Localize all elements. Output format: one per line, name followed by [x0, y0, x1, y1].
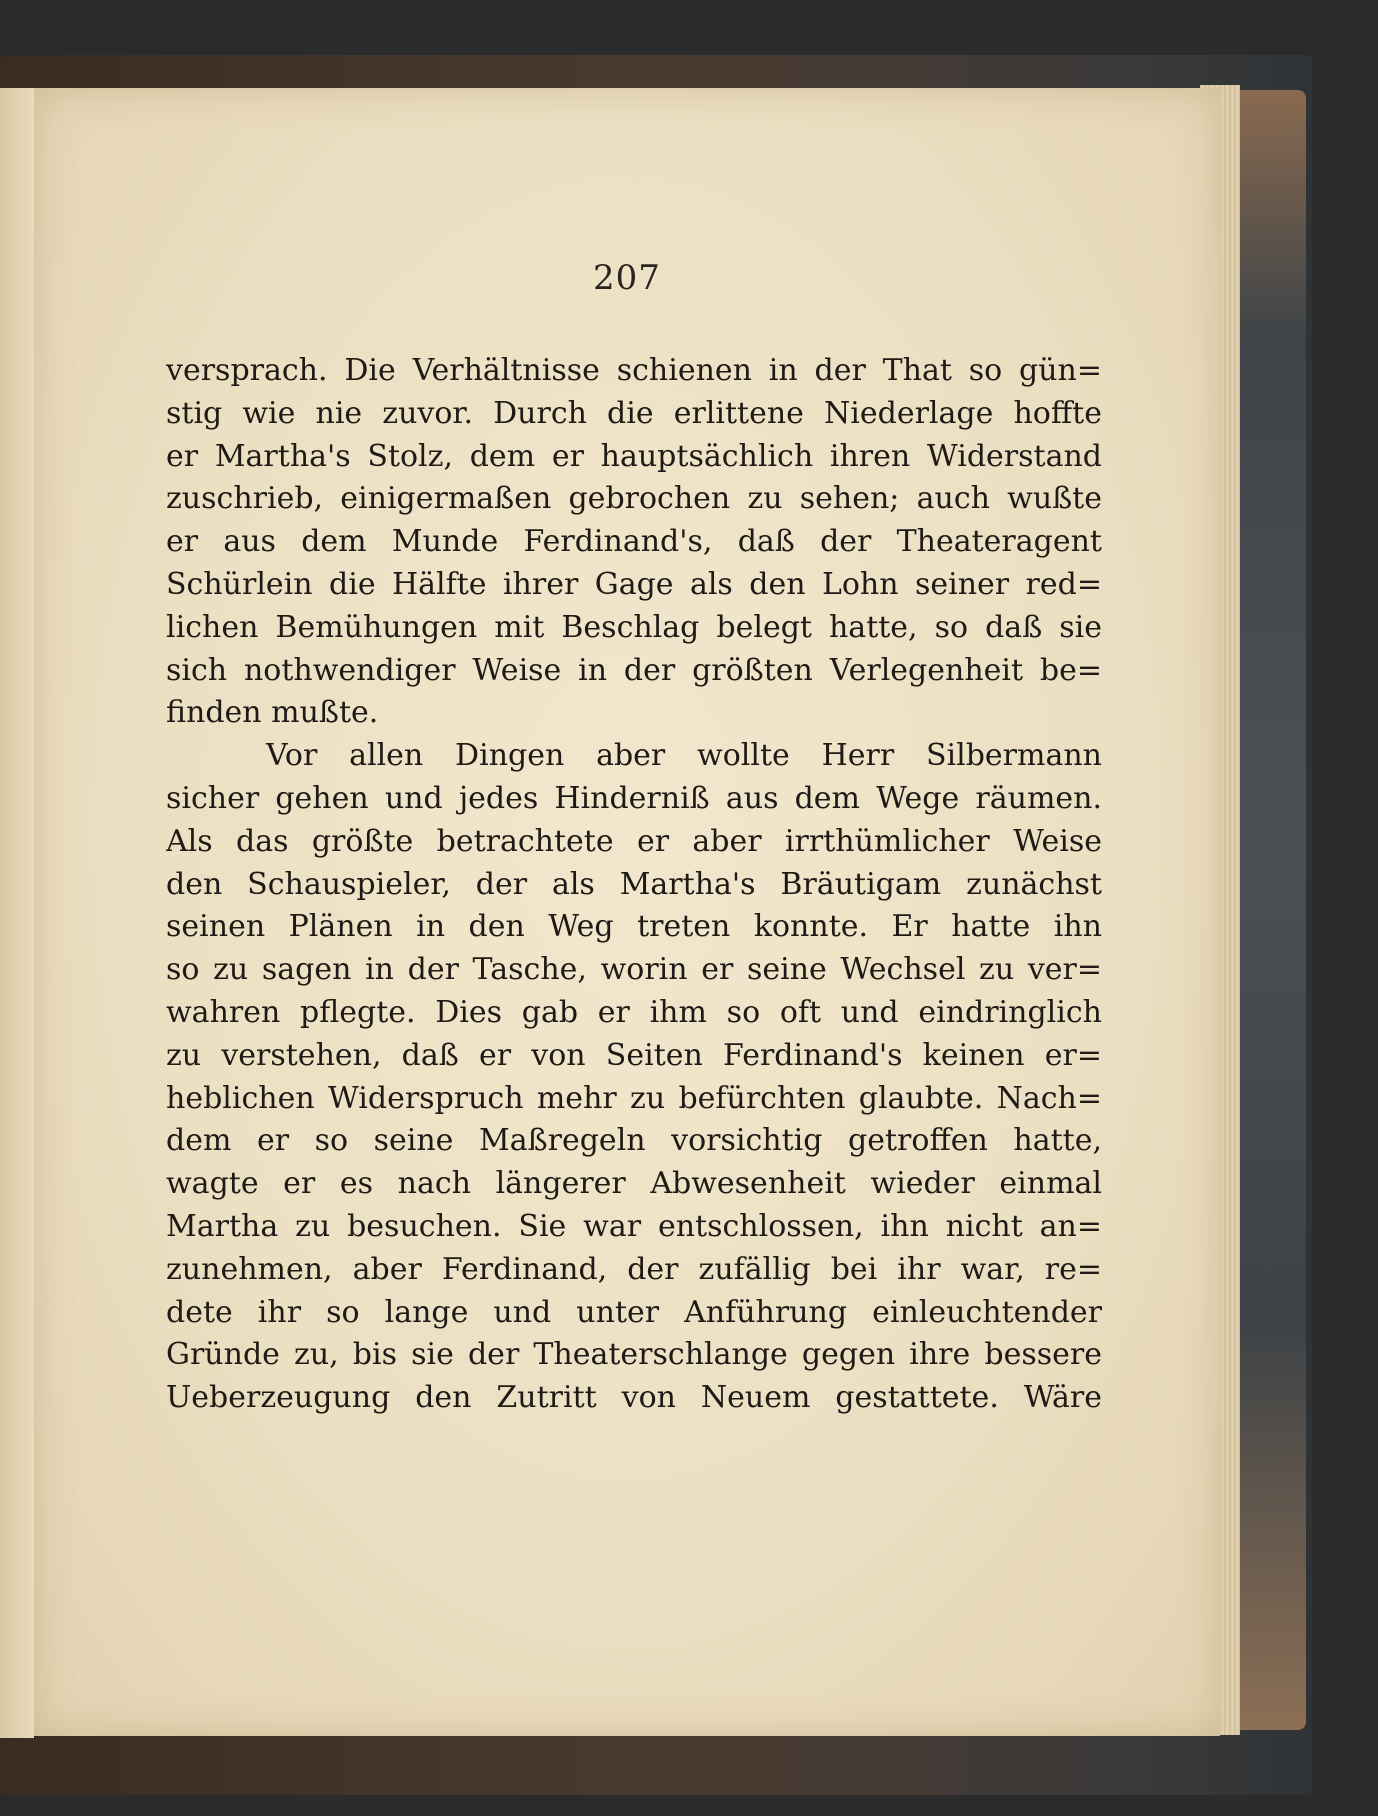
left-page-edge: [0, 88, 34, 1738]
text-line: dem er so seine Maßregeln vorsichtig getroffen hatte,: [166, 1123, 1102, 1159]
text-line: wahren pflegte. Dies gab er ihm so oft und eindringlich: [166, 994, 1102, 1030]
text-line: lichen Bemühungen mit Beschlag belegt hatte, so daß sie: [166, 609, 1102, 645]
text-line: sich nothwendiger Weise in der größten Verlegenheit be=: [166, 652, 1102, 688]
text-line: stig wie nie zuvor. Durch die erlittene Niederlage hoffte: [166, 395, 1102, 431]
text-line: zu verstehen, daß er von Seiten Ferdinand's keinen er=: [166, 1037, 1102, 1073]
text-line: versprach. Die Verhältnisse schienen in der That so gün=: [166, 353, 1102, 388]
paragraph-start-line: Vor allen Dingen aber wollte Herr Silbermann: [266, 738, 1102, 774]
text-line: zuschrieb, einigermaßen gebrochen zu sehen; auch wußte: [166, 481, 1102, 517]
text-line: er Martha's Stolz, dem er hauptsächlich ihren Widerstand: [166, 438, 1102, 474]
text-line: er aus dem Munde Ferdinand's, daß der Theateragent: [166, 524, 1102, 560]
text-line: seinen Plänen in den Weg treten konnte. Er hatte ihn: [166, 909, 1102, 945]
text-line: zunehmen, aber Ferdinand, der zufällig bei ihr war, re=: [166, 1251, 1102, 1287]
text-line: Ueberzeugung den Zutritt von Neuem gestattete. Wäre: [166, 1380, 1102, 1416]
text-line: heblichen Widerspruch mehr zu befürchten glaubte. Nach=: [166, 1080, 1102, 1116]
text-line: den Schauspieler, der als Martha's Bräutigam zunächst: [166, 866, 1102, 902]
book-page: [34, 88, 1220, 1736]
text-line: Als das größte betrachtete er aber irrthümlicher Weise: [166, 823, 1102, 859]
text-line: Martha zu besuchen. Sie war entschlossen, ihn nicht an=: [166, 1208, 1102, 1244]
text-line: wagte er es nach längerer Abwesenheit wieder einmal: [166, 1166, 1102, 1202]
body-text: [166, 350, 1102, 1420]
text-line: finden mußte.: [166, 695, 379, 731]
text-line: so zu sagen in der Tasche, worin er seine Wechsel zu ver=: [166, 952, 1102, 988]
text-line: Gründe zu, bis sie der Theaterschlange gegen ihre bessere: [166, 1337, 1102, 1373]
page-number: 207: [593, 258, 661, 298]
text-line: dete ihr so lange und unter Anführung einleuchtender: [166, 1294, 1102, 1330]
text-line: Schürlein die Hälfte ihrer Gage als den Lohn seiner red=: [166, 566, 1102, 602]
text-line: sicher gehen und jedes Hinderniß aus dem Wege räumen.: [166, 780, 1102, 816]
